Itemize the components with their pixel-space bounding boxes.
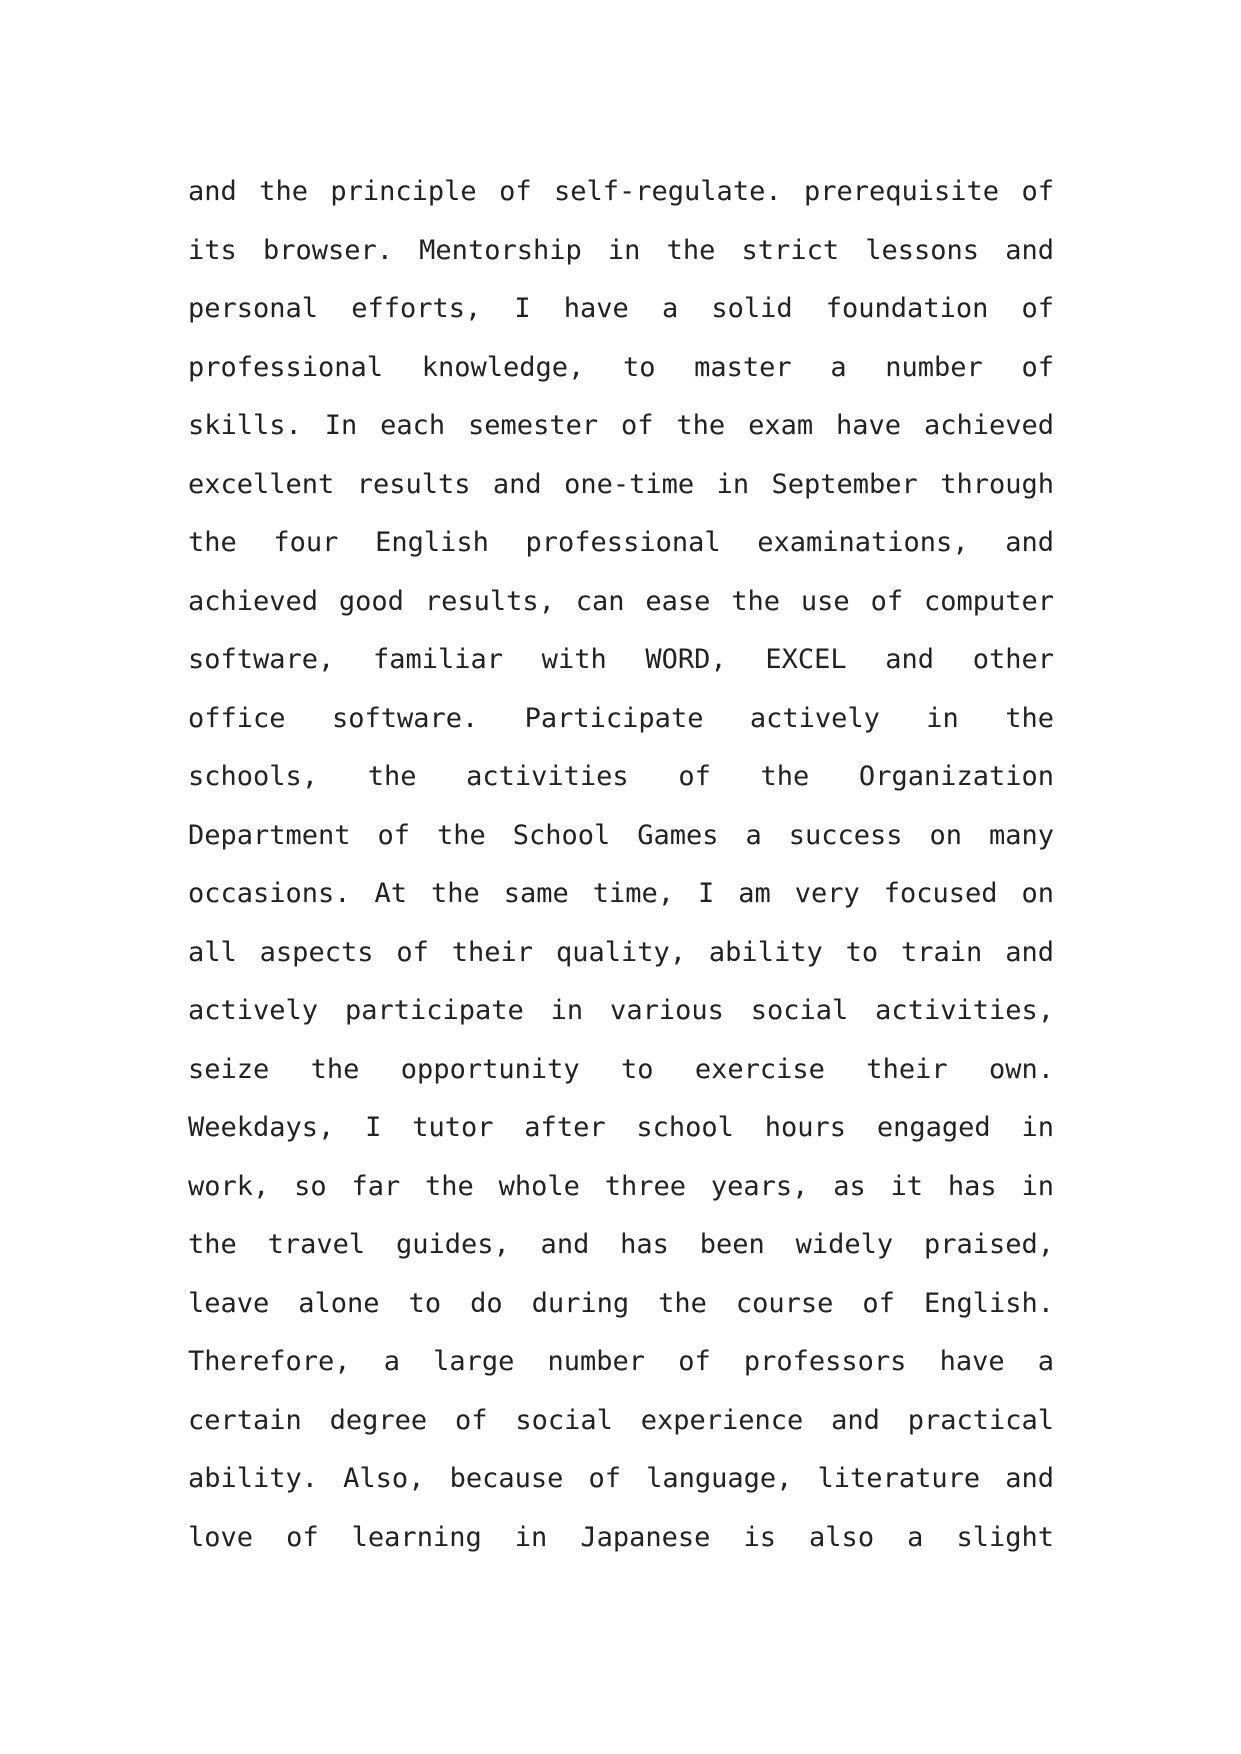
text-line: Department of the School Games a success on many — [188, 819, 1054, 851]
text-line: office software. Participate actively in the — [188, 702, 1054, 734]
text-line: skills. In each semester of the exam have achieved — [188, 410, 1054, 441]
text-line: all aspects of their quality, ability to train and — [188, 936, 1054, 968]
text-line: Therefore, a large number of professors have a — [188, 1346, 1054, 1377]
text-line: leave alone to do during the course of English. — [188, 1287, 1054, 1319]
text-line: the travel guides, and has been widely praised, — [188, 1229, 1054, 1260]
text-line: the four English professional examinations, and — [188, 527, 1054, 558]
body-paragraph — [188, 163, 1054, 1567]
text-line: Weekdays, I tutor after school hours engaged in — [188, 1112, 1054, 1143]
text-line: work, so far the whole three years, as it has in — [188, 1170, 1054, 1202]
text-line: excellent results and one-time in September through — [188, 468, 1054, 500]
text-line: software, familiar with WORD, EXCEL and other — [188, 644, 1054, 675]
text-line: achieved good results, can ease the use of computer — [188, 585, 1054, 617]
text-line: professional knowledge, to master a number of — [188, 351, 1054, 383]
text-line: ability. Also, because of language, literature and — [188, 1463, 1054, 1494]
text-line: seize the opportunity to exercise their own. — [188, 1053, 1054, 1085]
text-line: its browser. Mentorship in the strict lessons and — [188, 234, 1054, 266]
text-line: actively participate in various social activities, — [188, 995, 1054, 1026]
text-line: occasions. At the same time, I am very focused on — [188, 878, 1054, 909]
text-line: certain degree of social experience and practical — [188, 1404, 1054, 1436]
text-line: love of learning in Japanese is also a slight — [188, 1521, 1054, 1553]
text-line: personal efforts, I have a solid foundation of — [188, 293, 1054, 324]
text-line: schools, the activities of the Organization — [188, 761, 1054, 792]
text-line: and the principle of self-regulate. prerequisite of — [188, 176, 1054, 207]
